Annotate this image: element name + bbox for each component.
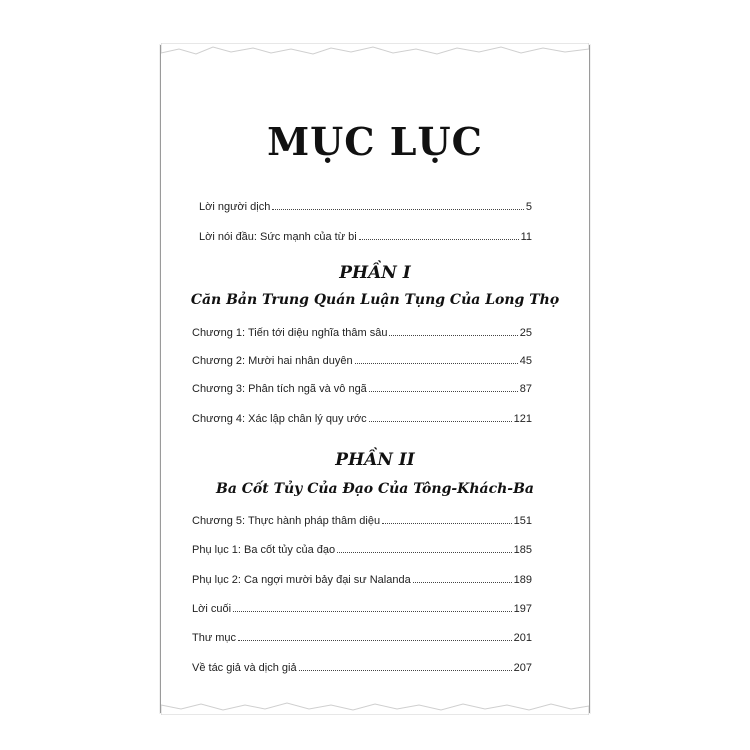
toc-entry-label: Lời người dịch — [199, 201, 271, 213]
dot-leader — [299, 670, 512, 671]
toc-entry-chapter-3[interactable] — [192, 383, 532, 395]
dot-leader — [337, 552, 512, 553]
dot-leader — [238, 640, 512, 641]
dot-leader — [359, 239, 519, 240]
dot-leader — [272, 209, 524, 210]
toc-page-number: 25 — [519, 327, 532, 339]
page-title: MỤC LỤC — [267, 119, 483, 164]
toc-entry-chapter-1[interactable] — [192, 327, 532, 339]
toc-entry-label: Phụ lục 2: Ca ngợi mười bảy đại sư Nalanda — [192, 574, 411, 586]
dot-leader — [369, 421, 512, 422]
dot-leader — [389, 335, 517, 336]
toc-page-number: 121 — [513, 413, 532, 425]
toc-entry-label: Chương 5: Thực hành pháp thâm diệu — [192, 515, 381, 527]
dot-leader — [355, 363, 518, 364]
part2-subtitle: Ba Cốt Tủy Của Đạo Của Tông-Khách-Ba — [215, 481, 535, 497]
toc-entry-appendix-1[interactable] — [192, 544, 532, 556]
dot-leader — [413, 582, 512, 583]
toc-entry-label: Chương 3: Phân tích ngã và vô ngã — [192, 383, 367, 395]
torn-paper-bottom-edge — [161, 697, 589, 715]
toc-entry-intro-preface[interactable] — [199, 231, 532, 243]
dot-leader — [233, 611, 512, 612]
dot-leader — [382, 523, 512, 524]
toc-entry-label: Lời cuối — [192, 603, 232, 615]
toc-entry-label: Chương 1: Tiến tới diệu nghĩa thâm sâu — [192, 327, 388, 339]
toc-entry-afterword[interactable] — [192, 603, 532, 615]
toc-entry-label: Về tác giả và dịch giả — [192, 662, 297, 674]
part1-subtitle: Căn Bản Trung Quán Luận Tụng Của Long Thọ — [190, 292, 560, 308]
toc-entry-appendix-2[interactable] — [192, 574, 532, 586]
toc-entry-intro-translator[interactable] — [199, 201, 532, 213]
toc-entry-label: Thư mục — [192, 632, 237, 644]
toc-page-number: 185 — [513, 544, 532, 556]
toc-page-number: 189 — [513, 574, 532, 586]
toc-page-number: 11 — [520, 231, 532, 243]
toc-page-number: 151 — [513, 515, 532, 527]
toc-page-number: 197 — [513, 603, 532, 615]
dot-leader — [369, 391, 518, 392]
toc-page-number: 5 — [525, 201, 532, 213]
toc-entry-label: Chương 4: Xác lập chân lý quy ước — [192, 413, 367, 425]
toc-entry-chapter-5[interactable] — [192, 515, 532, 527]
toc-page-number: 45 — [519, 355, 532, 367]
toc-entry-label: Chương 2: Mười hai nhân duyên — [192, 355, 353, 367]
part2-heading: PHẦN II — [335, 450, 415, 470]
toc-entry-bibliography[interactable] — [192, 632, 532, 644]
toc-entry-label: Phụ lục 1: Ba cốt tủy của đạo — [192, 544, 336, 556]
toc-entry-chapter-2[interactable] — [192, 355, 532, 367]
book-page — [160, 45, 590, 713]
toc-page-number: 87 — [519, 383, 532, 395]
toc-entry-chapter-4[interactable] — [192, 413, 532, 425]
torn-paper-top-edge — [161, 43, 589, 61]
toc-entry-about-authors[interactable] — [192, 662, 532, 674]
part1-heading: PHẦN I — [339, 263, 411, 283]
toc-page-number: 201 — [513, 632, 532, 644]
toc-page-number: 207 — [513, 662, 532, 674]
toc-entry-label: Lời nói đầu: Sức mạnh của từ bi — [199, 231, 357, 243]
